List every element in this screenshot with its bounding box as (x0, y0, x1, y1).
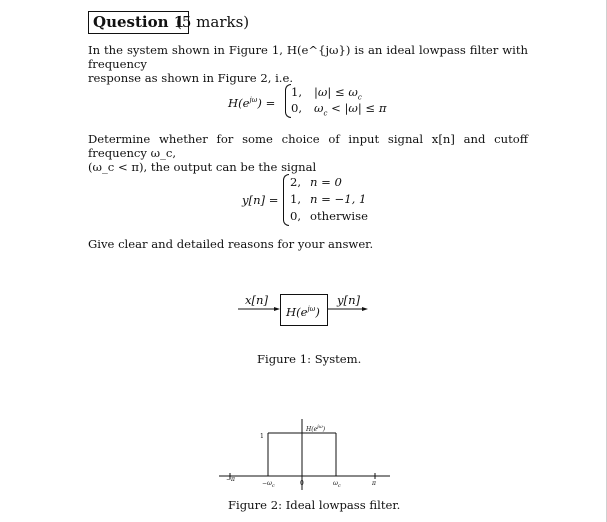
output-eq-case3-condition: otherwise (310, 209, 368, 223)
figure-2-y-tick-1: 1 (260, 433, 264, 440)
question-marks: (5 marks) (176, 13, 250, 31)
filter-eq-lhs: $H(e^{j\omega})$ = (228, 95, 276, 110)
determine-line-1: Determine whether for some choice of input signal x[n] and cutoff frequency ω_c, (88, 132, 528, 160)
filter-eq-case1-value: 1, (291, 85, 303, 99)
figure-2-x-tick-pi: π (372, 480, 376, 487)
figure-2-x-tick-neg-wc: $-\omega_c$ (262, 480, 275, 490)
filter-eq-case2-condition: $\omega_c < |\omega| \le \pi$ (314, 101, 387, 118)
figure-1-output-label: y[n] (337, 293, 361, 307)
figure-2-x-tick-wc: $\omega_c$ (333, 480, 341, 490)
figure-2-caption: Figure 2: Ideal lowpass filter. (228, 498, 401, 512)
output-eq-case2-value: 1, (290, 192, 302, 206)
output-eq-case1-value: 2, (290, 175, 302, 189)
figure-2-plot-label: $H(e^{j\omega})$ (306, 424, 326, 433)
intro-line-1: In the system shown in Figure 1, H(e^{jω}) is an ideal lowpass filter with frequency (88, 43, 528, 71)
output-eq-case3-value: 0, (290, 209, 302, 223)
figure-1-caption: Figure 1: System. (257, 352, 362, 366)
figure-1-input-label: x[n] (245, 293, 269, 307)
intro-line-2: response as shown in Figure 2, i.e. (88, 71, 294, 85)
figure-2-x-tick-neg-pi: −π (226, 476, 235, 483)
output-eq-lhs: y[n] = (242, 193, 279, 207)
filter-eq-case1-condition: $|\omega| \le \omega_c$ (314, 85, 362, 102)
filter-eq-case2-value: 0, (291, 101, 303, 115)
figure-2-x-tick-zero: 0 (300, 480, 304, 487)
figure-1-filter-label: $H(e^{j\omega})$ (286, 304, 320, 319)
output-eq-case1-condition: n = 0 (310, 175, 342, 189)
instruction-text: Give clear and detailed reasons for your answer. (88, 237, 374, 251)
question-label: Question 1 (93, 13, 185, 31)
determine-line-2: (ω_c < π), the output can be the signal (88, 160, 317, 174)
output-eq-case2-condition: n = −1, 1 (310, 192, 367, 206)
